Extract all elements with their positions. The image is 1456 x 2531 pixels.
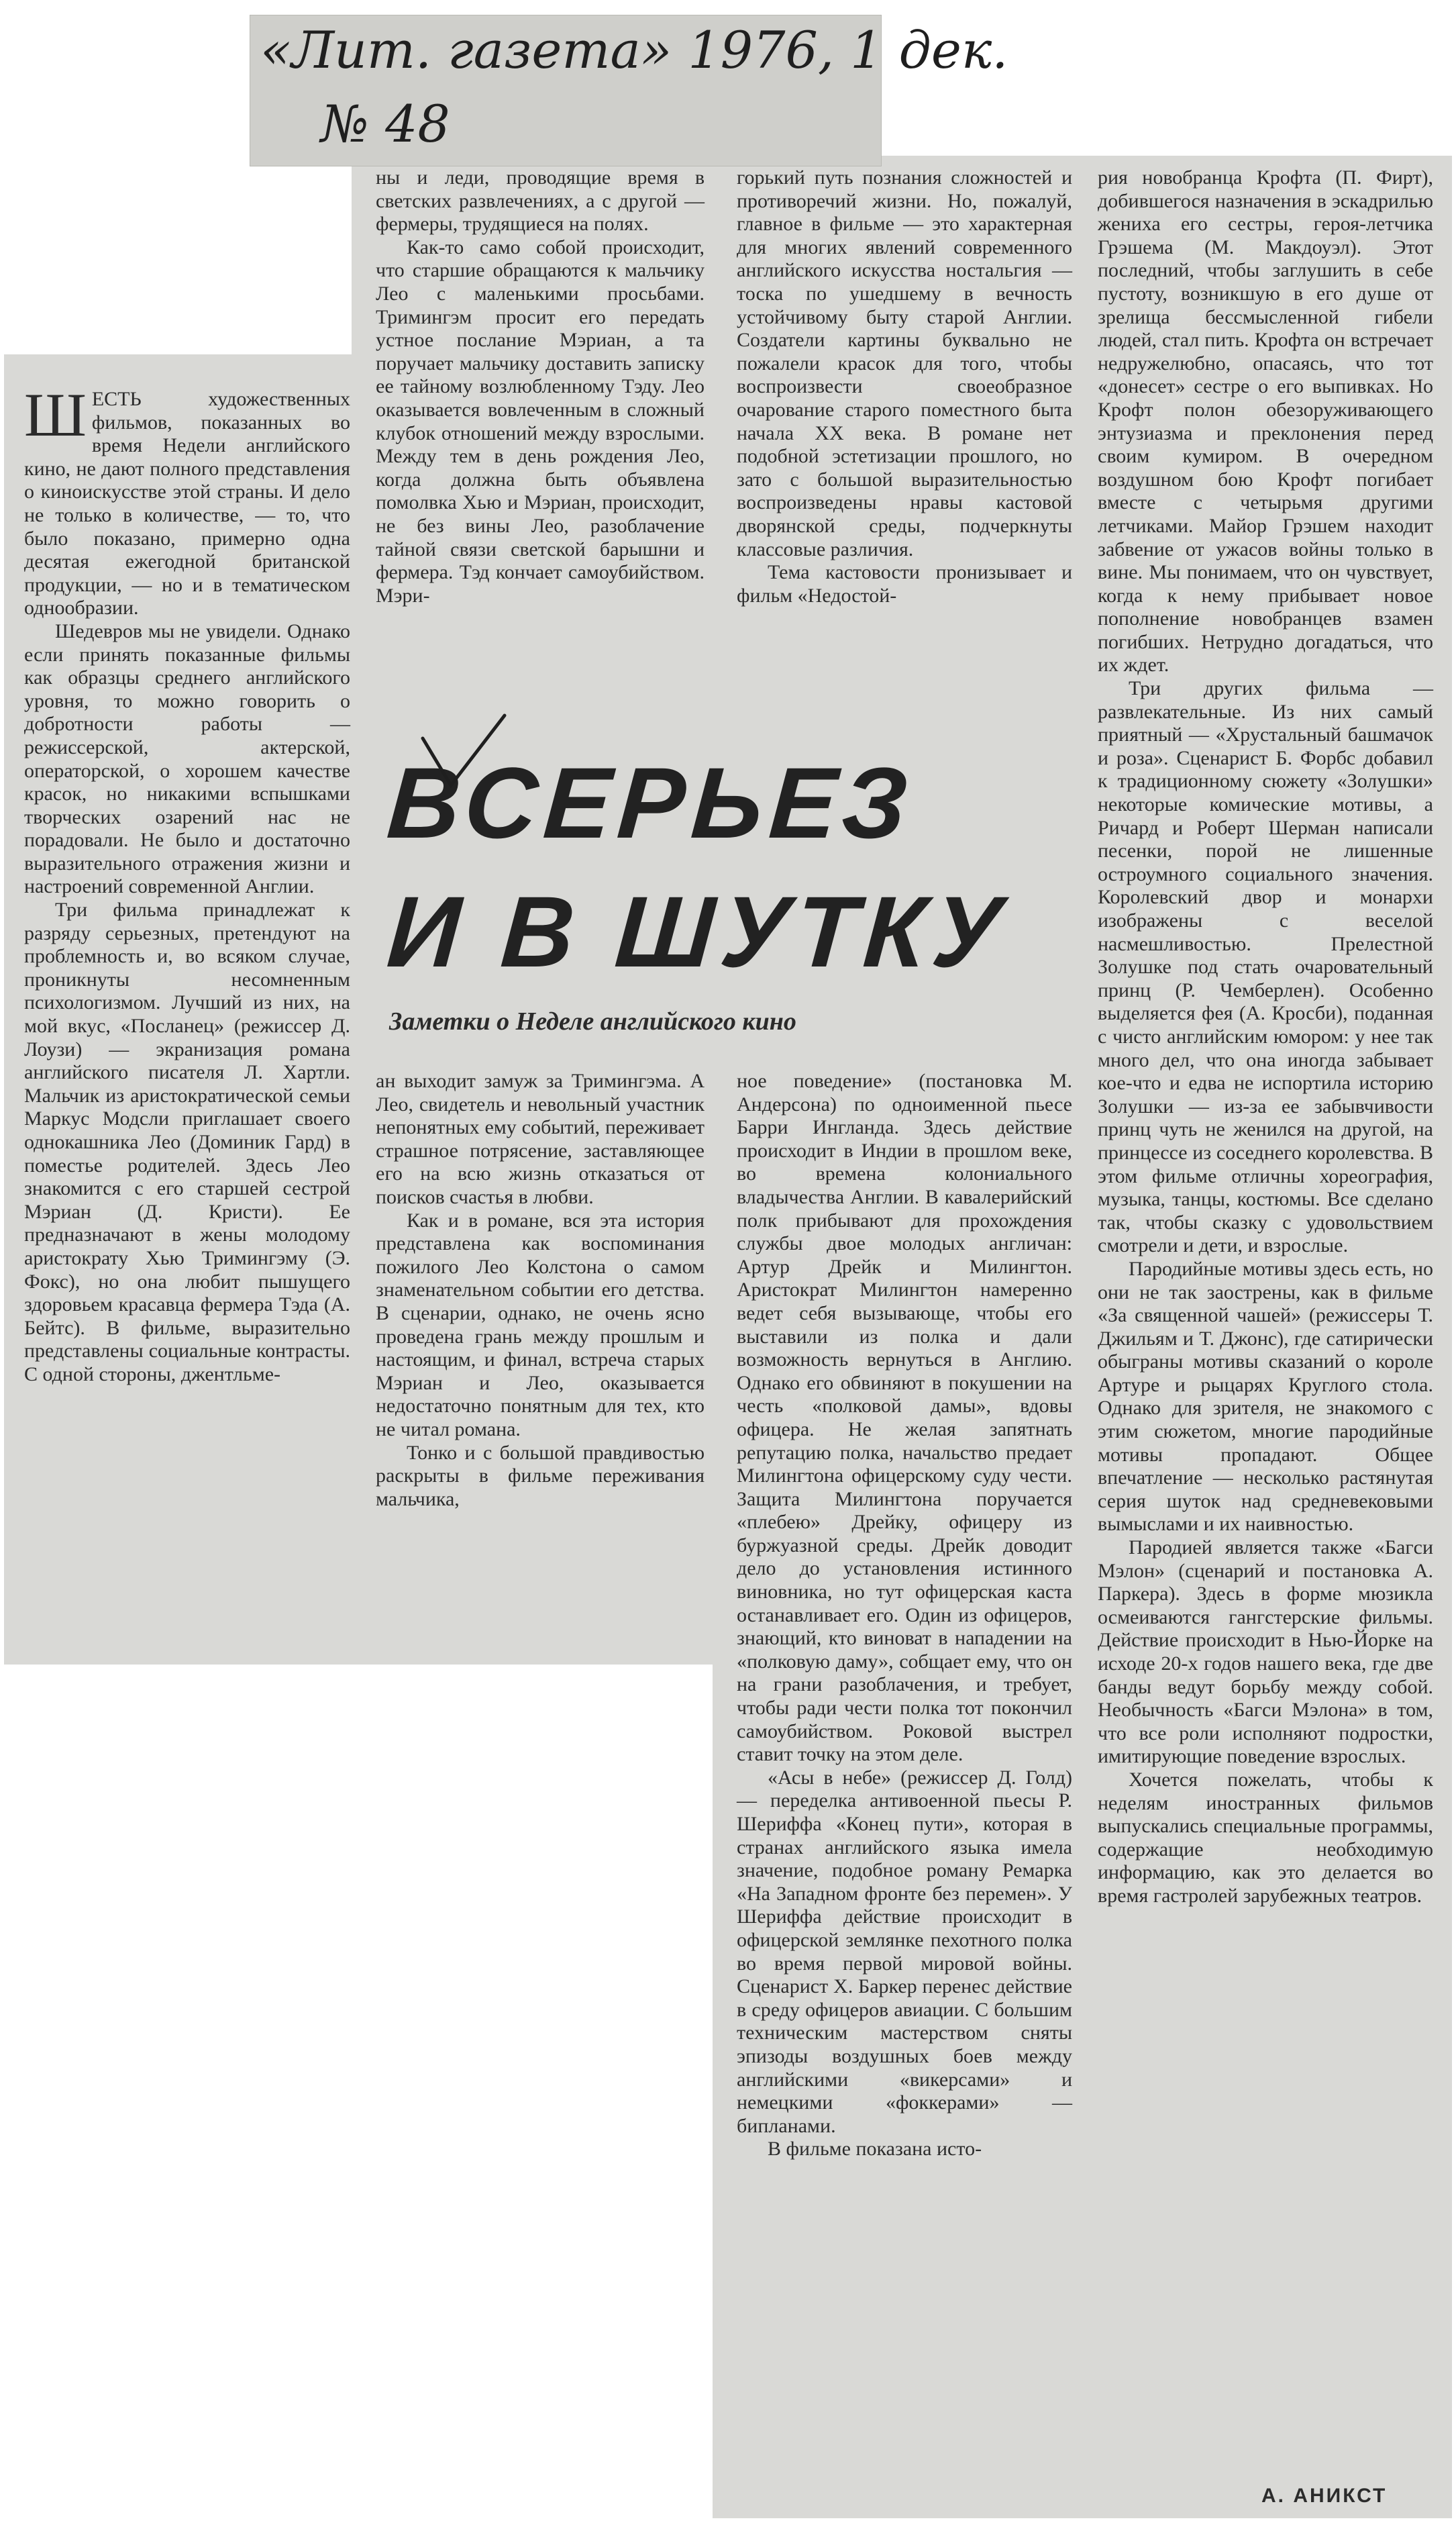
article-column-3-top xyxy=(737,166,1072,724)
article-col1-paragraph-3: Три фильма принадлежат к разряду серьезных, претендуют на проблемность и, во всяком случае, проникнуты несомненным психологизмом. Лучший из них, на мой вкус, «Посланец» (режиссер Д. Лоузи) — экранизация романа английского писателя Л. Хартли. Мальчик из аристократической семьи Маркус Модсли приглашает своего однокашника Лео (Доминик Гард) в поместье родителей. Здесь Лео знакомится с его старшей сестрой Мэриан (Д. Кристи). Ее предназначают в жены молодому аристократу Хью Тримингэму (Э. Фокс), но она любит пышущего здоровьем красавца фермера Тэда (А. Бейтс). В фильме, выразительно представлены социальные контрасты. С одной стороны, джентльме- xyxy=(24,899,350,1385)
article-col2-bottom-paragraph-3: Тонко и с большой правдивостью раскрыты в фильме переживания мальчика, xyxy=(376,1441,705,1510)
article-col3-paragraph-2: Тема кастовости пронизывает и фильм «Недостой- xyxy=(737,561,1072,607)
article-col2-bottom-paragraph-2: Как и в романе, вся эта история представлена как воспоминания пожилого Лео Колстона о самом знаменательном событии его детства. В сценарии, однако, не очень ясно проведена грань между прошлым и настоящим, и финал, встреча старых Мэриан и Лео, оказывается недостаточно понятным для тех, кто не читал романа. xyxy=(376,1209,705,1440)
article-col2-paragraph-1: ны и леди, проводящие время в светских развлечениях, а с другой — фермеры, трудящиеся на полях. xyxy=(376,166,705,236)
article-headline-line-1: ВСЕРЬЕЗ xyxy=(384,746,918,859)
article-col4-paragraph-3: Пародийные мотивы здесь есть, но они не так заострены, как в фильме «За священной чашей» (режиссеры Т. Джильям и Т. Джонс), где сатирически обыграны мотивы сказаний о короле Артуре и рыцарях Круглого стола. Однако для зрителя, не знакомого с этим сюжетом, многие пародийные мотивы пропадают. Общее впечатление — несколько растянутая серия шуток над средневековыми вымыслами и их наивностью. xyxy=(1098,1257,1433,1536)
article-author-byline: А. АНИКСТ xyxy=(1261,2485,1388,2507)
article-subtitle: Заметки о Неделе английского кино xyxy=(389,1007,796,1036)
article-col3-bottom-paragraph-2: «Асы в небе» (режиссер Д. Голд) — переделка антивоенной пьесы Р. Шериффа «Конец пути», которая в странах английского языка имела значение, подобное роману Ремарка «На Западном фронте без перемен». У Шериффа действие происходит в офицерской землянке пехотного полка во время первой мировой войны. Сценарист Х. Баркер перенес действие в среду офицеров авиации. С большим техническим мастерством сняты эпизоды воздушных боев между английскими «викерсами» и немецкими «фоккерами» — бипланами. xyxy=(737,1766,1072,2137)
source-note-line2: № 48 xyxy=(321,94,450,154)
article-col4-paragraph-5: Хочется пожелать, чтобы к неделям иностранных фильмов выпускались специальные программы, содержащие необходимую информацию, как это делается во время гастролей зарубежных театров. xyxy=(1098,1768,1433,1907)
article-col1-paragraph-2: Шедевров мы не увидели. Однако если принять показанные фильмы как образцы среднего английского уровня, то можно говорить о добротности работы — режиссерской, актерской, операторской, о хорошем качестве красок, но никакими вспышками творческих озарений нас не порадовали. Не было и достаточно выразительного отражения жизни и настроений современной Англии. xyxy=(24,619,350,898)
article-col3-paragraph-1: горький путь познания сложностей и противоречий жизни. Но, пожалуй, главное в фильме — это характерная для многих явлений современного английского искусства ностальгия — тоска по ушедшему в вечность устойчивому быту старой Англии. Создатели картины буквально не пожалели красок для того, чтобы воспроизвести своеобразное очарование старого поместного быта начала XX века. В романе нет подобной эстетизации прошлого, но зато с большой выразительностью воспроизведены нравы кастовой дворянской среды, подчеркнуты классовые различия. xyxy=(737,166,1072,560)
article-col4-paragraph-2: Три других фильма — развлекательные. Из них самый приятный — «Хрустальный башмачок и роза». Сценарист Б. Форбс добавил к традиционному сюжету «Золушки» некоторые комические мотивы, а Ричард и Роберт Шерман написали песенки, порой не лишенные остроумного социального значения. Королевский двор и монархи изображены с веселой насмешливостью. Прелестной Золушке под стать очаровательный принц (Р. Чемберлен). Особенно выделяется фея (А. Кросби), поданная с чисто английским юмором: у нее так много дел, что она иногда забывает кое-что и едва не испортила историю Золушки — из-за ее забывчивости принц чуть не женился на другой, на принцессе из соседнего королевства. В этом фильме отличны хореография, музыка, танцы, костюмы. Все сделано так, чтобы сказку с удовольствием смотрели и дети, и взрослые. xyxy=(1098,677,1433,1257)
article-col2-paragraph-2: Как-то само собой происходит, что старшие обращаются к мальчику Лео с маленькими просьбами. Тримингэм просит его передать устное послание Мэриан, а та поручает мальчику доставить записку ее тайному возлюбленному Тэду. Лео оказывается вовлеченным в сложный клубок отношений между взрослыми. Между тем в день рождения Лео, когда должна быть объявлена помолвка Хью и Мэриан, происходит, не без вины Лео, разоблачение тайной связи светской барышни и фермера. Тэд кончает самоубийством. Мэри- xyxy=(376,236,705,607)
article-column-3-bottom xyxy=(737,1070,1072,2520)
drop-cap: Ш xyxy=(24,381,87,449)
article-column-2-top xyxy=(376,166,705,724)
article-col4-paragraph-1: рия новобранца Крофта (П. Фирт), добившегося назначения в эскадрилью жениха его сестры, героя-летчика Грэшема (М. Макдоуэл). Этот последний, чтобы заглушить в себе пустоту, возникшую в его душе от зрелища бессмысленной гибели людей, стал пить. Крофта он встречает недружелюбно, опасаясь, что тот «донесет» сестре о его выпивках. Но Крофт полон обезоруживающего энтузиазма и преклонения перед своим кумиром. В очередном воздушном бою Крофт погибает вместе с четырьмя другими летчиками. Майор Грэшем находит забвение от ужасов войны только в вине. Мы понимаем, что он чувствует, когда к нему прибывает новое пополнение новобранцев взамен погибших. Нетрудно догадаться, что их ждет. xyxy=(1098,166,1433,677)
article-col1-paragraph-1: ШЕСТЬ художественных фильмов, показанных во время Недели английского кино, не дают полного представления о киноискусстве этой страны. И дело не только в количестве, — то, что было показано, примерно одна десятая ежегодной британской продукции, — но и в тематическом однообразии. xyxy=(24,381,350,619)
article-col3-bottom-paragraph-3: В фильме показана исто- xyxy=(768,2138,982,2161)
pen-check-mark xyxy=(416,711,510,792)
article-column-4 xyxy=(1098,166,1433,2475)
article-col4-paragraph-4: Пародией является также «Багси Мэлон» (сценарий и постановка А. Паркера). Здесь в форме мюзикла осмеиваются гангстерские фильмы. Действие происходит в Нью-Йорке на исходе 20-х годов нашего века, где две банды ведут борьбу между собой. Необычность «Багси Мэлона» в том, что все роли исполняют подростки, имитирующие поведение взрослых. xyxy=(1098,1536,1433,1768)
article-column-1 xyxy=(24,381,350,1650)
article-col3-bottom-paragraph-1: ное поведение» (постановка М. Андерсона) по одноименной пьесе Барри Ингланда. Здесь действие происходит в Индии в прошлом веке, во времена колониального владычества Англии. В кавалерийский полк прибывают для прохождения службы двое молодых англичан: Артур Дрейк и Милингтон. Аристократ Милингтон намеренно ведет себя вызывающе, чтобы его выставили из полка и дали возможность вернуться в Англию. Однако его обвиняют в покушении на честь «полковой дамы», вдовы офицера. Не желая запятнать репутацию полка, начальство предает Милингтона офицерскому суду чести. Защита Милингтона поручается «плебею» Дрейку, офицеру из буржуазной среды. Дрейк доводит дело до установления истинного виновника, но тут офицерская каста останавливает его. Один из офицеров, знающий, кто виноват в нападении на «полковую даму», собщает ему, что он на грани разоблачения, и требует, чтобы ради чести полка тот покончил самоубийством. Роковой выстрел ставит точку на этом деле. xyxy=(737,1070,1072,1766)
article-column-2-bottom xyxy=(376,1070,705,1660)
article-headline-line-2: И В ШУТКУ xyxy=(384,875,1012,988)
article-col2-bottom-paragraph-1: ан выходит замуж за Тримингэма. А Лео, свидетель и невольный участник непонятных ему событий, переживает страшное потрясение, заставляющее его на всю жизнь отказаться от поисков счастья в любви. xyxy=(376,1070,705,1208)
source-note-line1: «Лит. газета» 1976, 1 дек. xyxy=(260,20,1008,80)
